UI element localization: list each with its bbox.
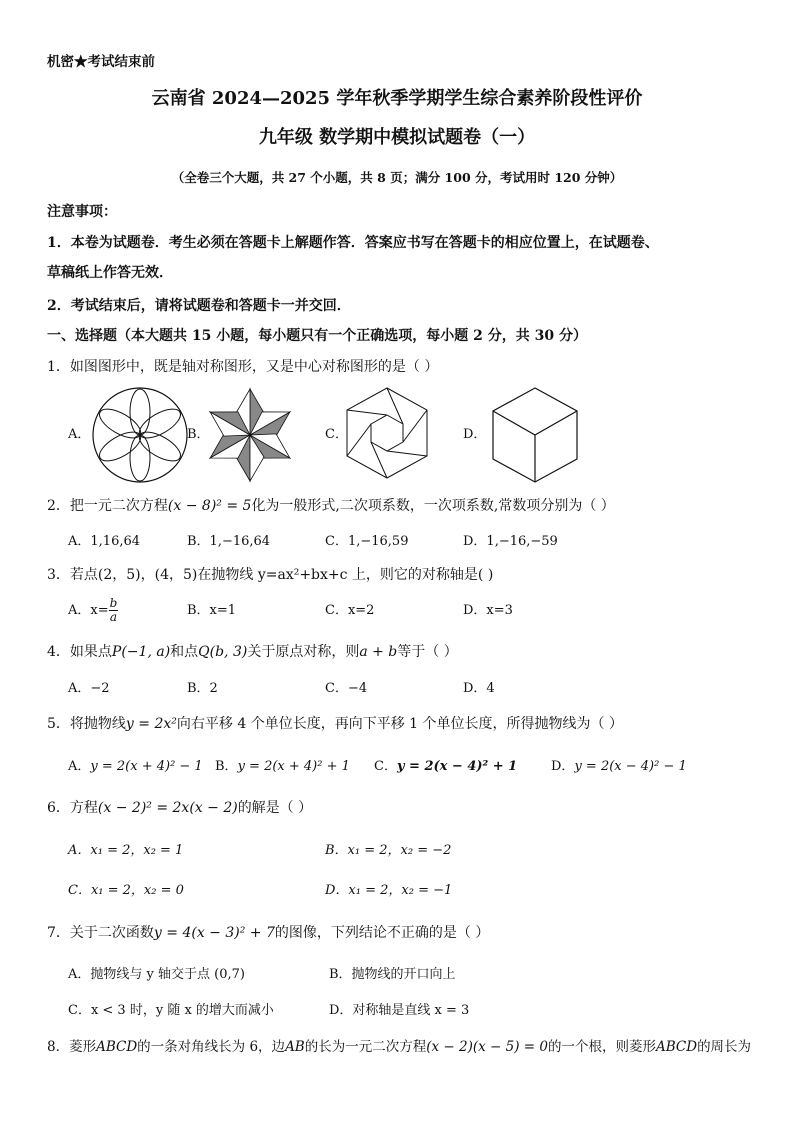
exam-title: 云南省 2024—2025 学年秋季学期学生综合素养阶段性评价 bbox=[151, 88, 643, 109]
q5-option-b-eq: y = 2(x + 4)² + 1 bbox=[237, 759, 350, 774]
q5-stem bbox=[47, 715, 623, 733]
q5-option-a bbox=[68, 758, 203, 776]
q1-stem: 1．如图图形中，既是轴对称图形，又是中心对称图形的是（ ） bbox=[47, 359, 439, 375]
secret-label: 机密★考试结束前 bbox=[47, 54, 155, 70]
q4-stem-mid: 和点 bbox=[170, 644, 199, 660]
q4-option-d: D．4 bbox=[463, 681, 495, 696]
q4-stem bbox=[47, 643, 458, 661]
q5-option-d bbox=[551, 758, 687, 776]
q4-point-q: Q(b, 3) bbox=[198, 644, 248, 660]
q8-equation: (x − 2)(x − 5) = 0 bbox=[426, 1039, 548, 1055]
q2-option-d: D．1,−16,−59 bbox=[463, 534, 558, 549]
q2-option-a: A．1,16,64 bbox=[68, 534, 141, 549]
q3-option-c: C．x=2 bbox=[325, 603, 375, 618]
q4-option-a: A．−2 bbox=[68, 681, 110, 696]
q3-fraction-num: b bbox=[109, 596, 118, 610]
q6-option-b: B．x₁ = 2，x₂ = −2 bbox=[325, 843, 452, 858]
flower-circle-figure bbox=[90, 385, 190, 485]
q8-s2: 的长为一元二次方程 bbox=[304, 1039, 427, 1055]
q8-s1: 的一条对角线长为 6，边 bbox=[137, 1039, 286, 1055]
note-2: 2．考试结束后，请将试题卷和答题卡一并交回． bbox=[47, 298, 351, 314]
q1-option-d: D． bbox=[463, 427, 487, 442]
q8-stem bbox=[47, 1038, 751, 1056]
q4-option-b: B．2 bbox=[187, 681, 218, 696]
exam-subtitle: 九年级 数学期中模拟试题卷（一） bbox=[258, 127, 536, 148]
q6-option-d: D．x₁ = 2，x₂ = −1 bbox=[325, 883, 453, 898]
q4-option-c: C．−4 bbox=[325, 681, 368, 696]
q8-s3: 的一个根，则菱形 bbox=[547, 1039, 656, 1055]
notes-heading: 注意事项： bbox=[47, 204, 117, 220]
q5-option-b-label: B． bbox=[215, 759, 238, 774]
q8-s4: 的周长为 bbox=[697, 1039, 752, 1055]
q3-option-d: D．x=3 bbox=[463, 603, 513, 618]
q6-option-c: C．x₁ = 2，x₂ = 0 bbox=[68, 883, 184, 898]
q7-stem bbox=[47, 924, 489, 942]
q5-option-c bbox=[374, 758, 517, 776]
q8-ab: AB bbox=[285, 1039, 305, 1055]
q3-option-a bbox=[68, 594, 118, 628]
q7-option-b: B．抛物线的开口向上 bbox=[329, 967, 456, 982]
q2-equation: (x − 8)² = 5 bbox=[167, 498, 252, 514]
q1-option-a: A． bbox=[68, 427, 91, 442]
q8-abcd: ABCD bbox=[96, 1039, 138, 1055]
q1-option-b: B． bbox=[187, 427, 210, 442]
q5-option-d-eq: y = 2(x − 4)² − 1 bbox=[574, 759, 687, 774]
q5-equation: y = 2x² bbox=[125, 716, 177, 732]
q5-option-b bbox=[215, 758, 350, 776]
q7-equation: y = 4(x − 3)² + 7 bbox=[153, 925, 275, 941]
q2-option-b: B．1,−16,64 bbox=[187, 534, 271, 549]
exam-info: （全卷三个大题，共 27 个小题，共 8 页；满分 100 分，考试用时 120 分钟） bbox=[171, 170, 623, 185]
q7-option-a: A．抛物线与 y 轴交于点 (0,7) bbox=[68, 967, 245, 982]
q5-option-a-label: A． bbox=[68, 759, 91, 774]
q3-fraction bbox=[109, 597, 119, 624]
pinwheel-figure bbox=[208, 385, 292, 485]
q8-stem-pre: 8．菱形 bbox=[47, 1039, 97, 1055]
q6-equation: (x − 2)² = 2x(x − 2) bbox=[97, 800, 238, 816]
q4-point-p: P(−1, a) bbox=[111, 644, 171, 660]
q2-stem-pre: 2．把一元二次方程 bbox=[47, 498, 168, 514]
q2-option-c: C．1,−16,59 bbox=[325, 534, 409, 549]
q6-stem-post: 的解是（ ） bbox=[237, 800, 313, 816]
q6-stem-pre: 6．方程 bbox=[47, 800, 98, 816]
hexagon-spiral-figure bbox=[345, 385, 429, 481]
q7-option-c: C．x < 3 时，y 随 x 的增大而减小 bbox=[68, 1003, 274, 1018]
note-1b: 草稿纸上作答无效． bbox=[47, 265, 173, 281]
q4-stem-pre: 4．如果点 bbox=[47, 644, 112, 660]
q8-abcd-2: ABCD bbox=[655, 1039, 698, 1055]
q2-stem-post: 化为一般形式,二次项系数，一次项系数,常数项分别为（ ） bbox=[251, 498, 615, 514]
q5-option-a-eq: y = 2(x + 4)² − 1 bbox=[90, 759, 203, 774]
note-1a: 1．本卷为试题卷．考生必须在答题卡上解题作答．答案应书写在答题卡的相应位置上，在试题卷、 bbox=[47, 235, 659, 251]
q7-option-d: D．对称轴是直线 x = 3 bbox=[329, 1003, 470, 1018]
q5-stem-pre: 5．将抛物线 bbox=[47, 716, 126, 732]
q3-stem: 3．若点(2，5)，(4，5)在抛物线 y=ax²+bx+c 上，则它的对称轴是( ) bbox=[47, 567, 494, 583]
q7-stem-pre: 7．关于二次函数 bbox=[47, 925, 154, 941]
q6-option-a: A．x₁ = 2，x₂ = 1 bbox=[68, 843, 184, 858]
q3-fraction-den: a bbox=[109, 610, 118, 624]
q1-option-c: C． bbox=[325, 427, 348, 442]
q2-stem bbox=[47, 497, 615, 515]
cube-hexagon-figure bbox=[485, 385, 585, 485]
q3-option-a-label: A．x= bbox=[68, 603, 109, 618]
q5-stem-post: 向右平移 4 个单位长度，再向下平移 1 个单位长度，所得抛物线为（ ） bbox=[176, 716, 623, 732]
q4-stem-mid2: 关于原点对称，则 bbox=[247, 644, 360, 660]
q3-option-b: B．x=1 bbox=[187, 603, 237, 618]
q4-stem-post: 等于（ ） bbox=[397, 644, 458, 660]
q5-option-c-eq: y = 2(x − 4)² + 1 bbox=[396, 759, 518, 774]
q7-stem-post: 的图像，下列结论不正确的是（ ） bbox=[274, 925, 490, 941]
q6-stem bbox=[47, 799, 312, 817]
q4-sum: a + b bbox=[359, 644, 398, 660]
q5-option-c-label: C． bbox=[374, 759, 397, 774]
section-heading: 一、选择题（本大题共 15 小题，每小题只有一个正确选项，每小题 2 分，共 30 分） bbox=[47, 328, 587, 344]
q5-option-d-label: D． bbox=[551, 759, 575, 774]
